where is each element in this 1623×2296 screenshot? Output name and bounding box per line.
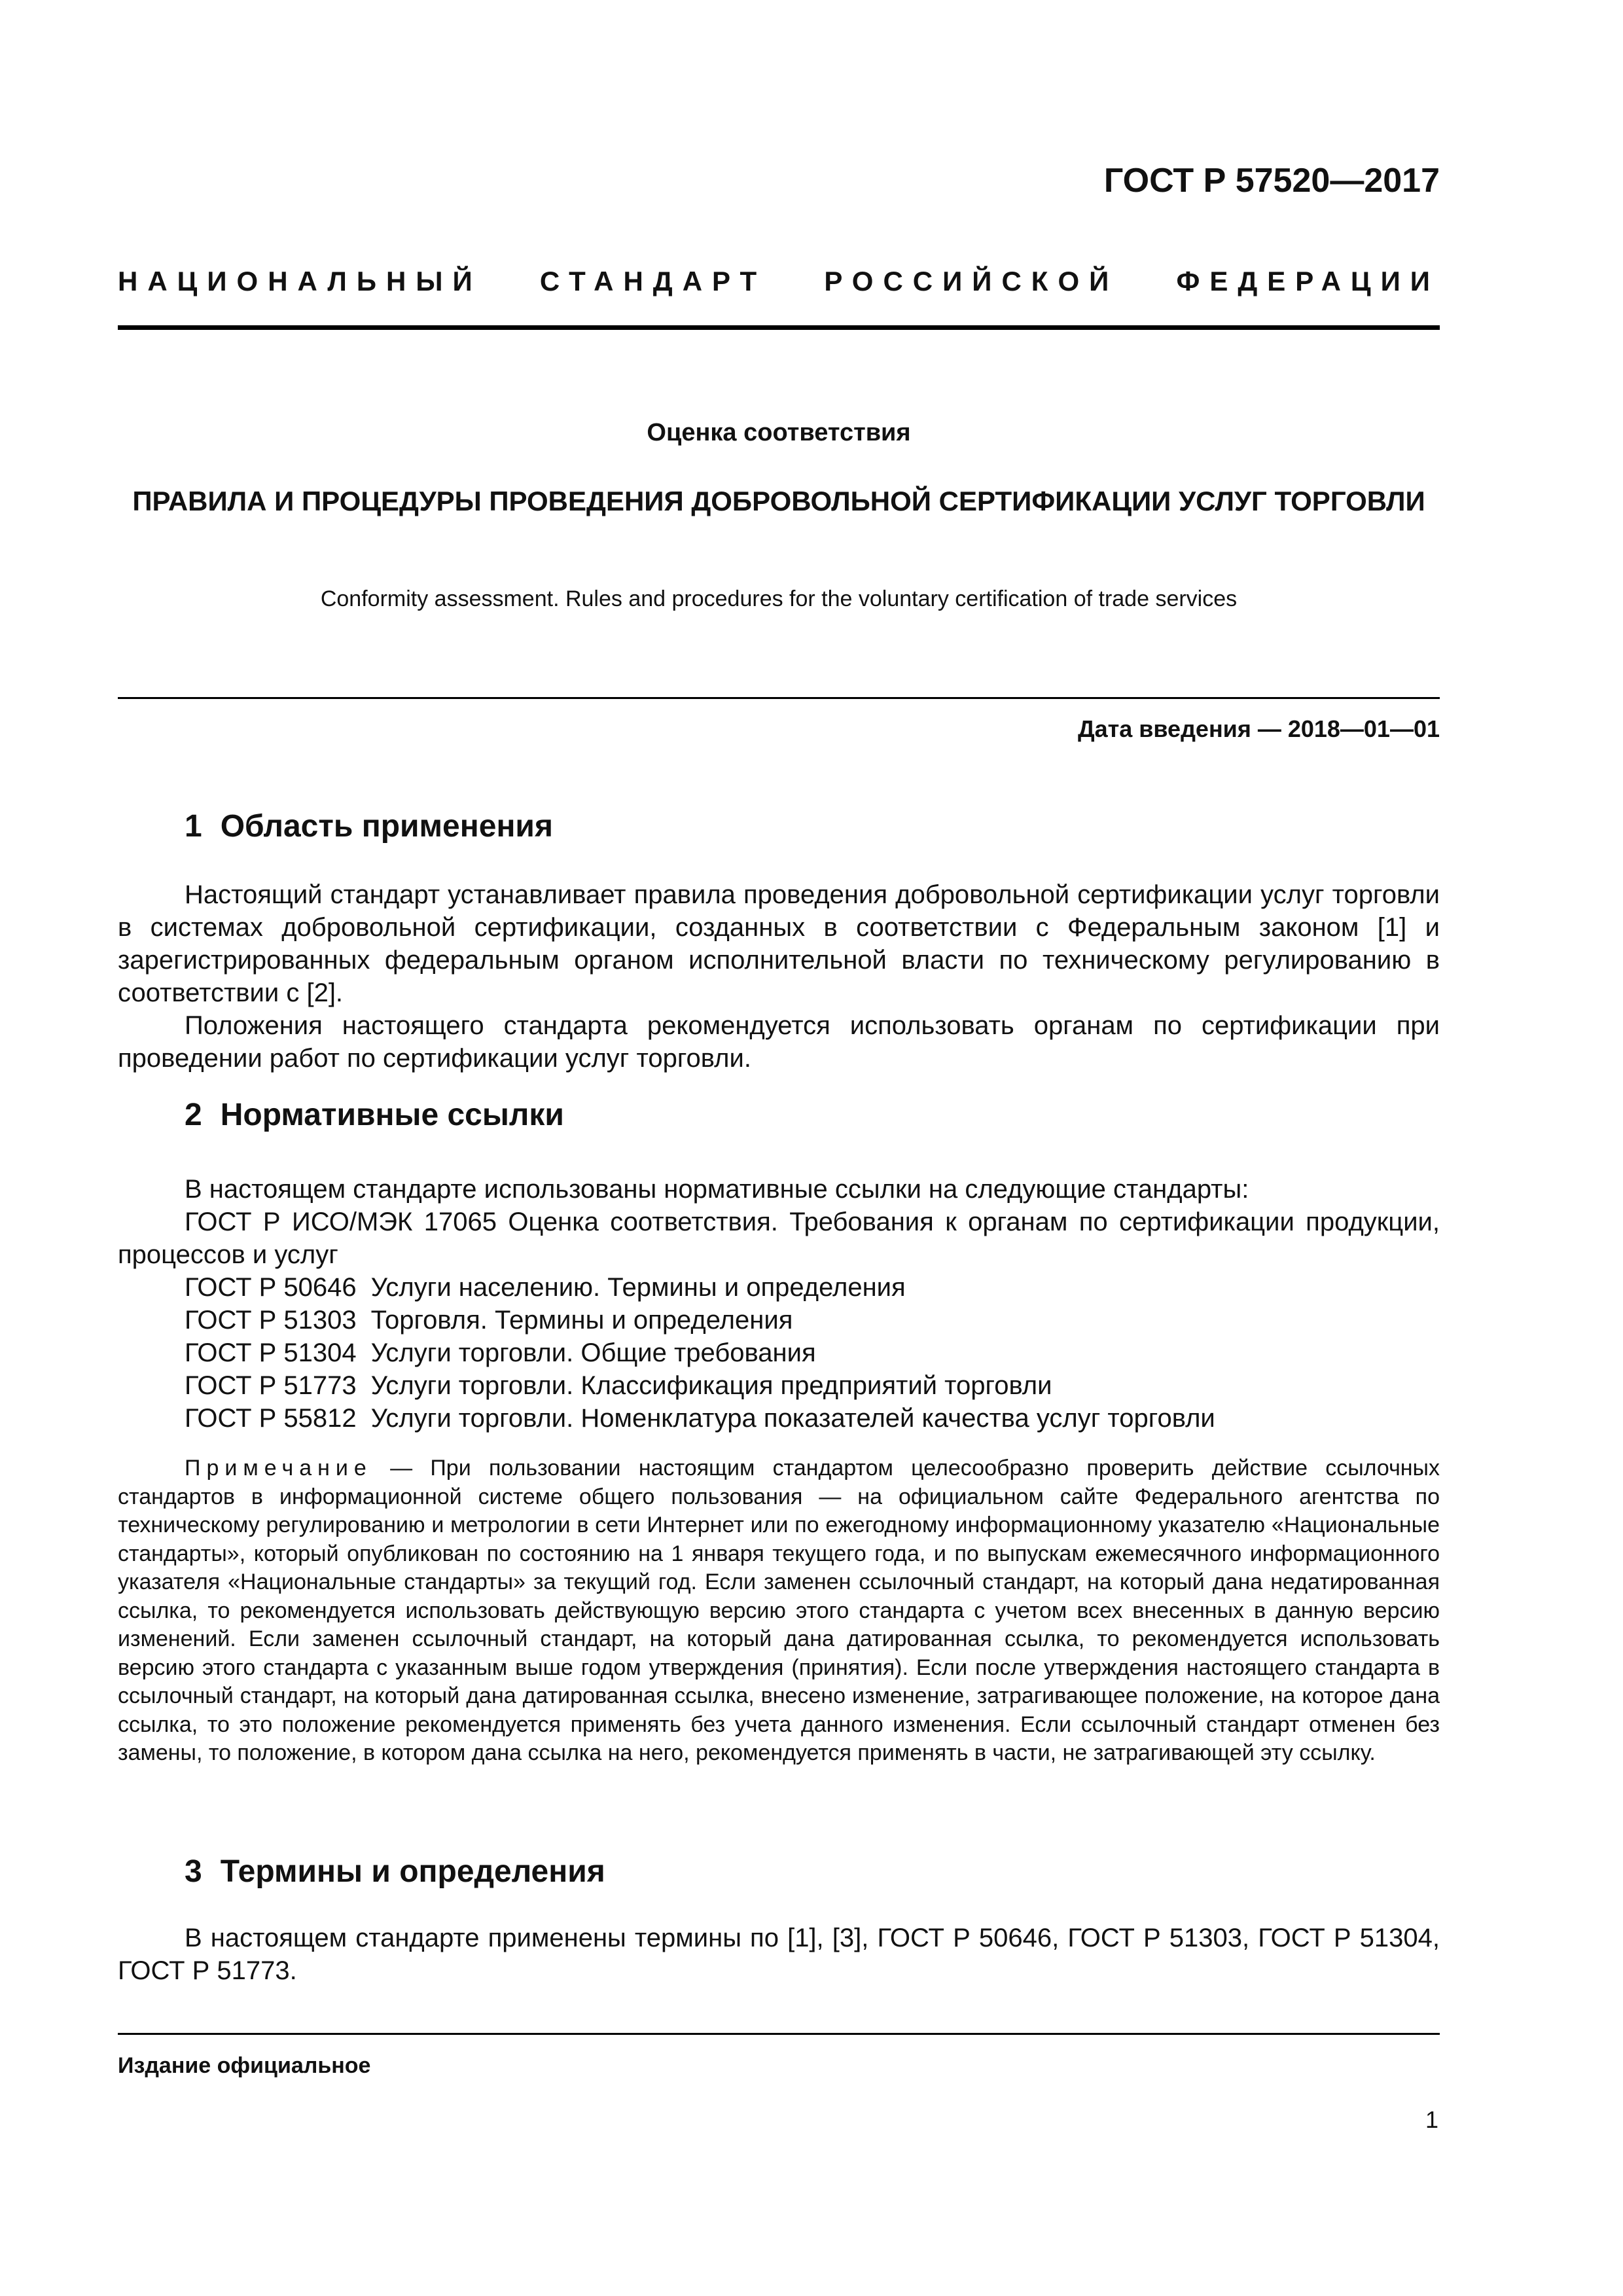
page-number: 1	[1425, 2106, 1438, 2133]
section-3-body	[118, 1922, 1440, 1987]
paragraph: В настоящем стандарте применены термины по [1], [3], ГОСТ Р 50646, ГОСТ Р 51303, ГОСТ Р 51304, ГОСТ Р 51773.	[118, 1924, 1440, 1985]
reference-code: ГОСТ Р 51303	[185, 1306, 357, 1335]
references-note	[118, 1454, 1440, 1768]
reference-item: ГОСТ Р ИСО/МЭК 17065 Оценка соответствия. Требования к органам по сертификации продукции, процессов и услуг	[118, 1208, 1440, 1269]
reference-item	[118, 1402, 1440, 1435]
section-title: Нормативные ссылки	[220, 1098, 564, 1132]
banner-word: НАЦИОНАЛЬНЫЙ	[118, 266, 482, 296]
note-text: — При пользовании настоящим стандартом целесообразно проверить действие ссылочных стандартов в информационной системе общего пользования — на официальном сайте Федерального агентства по техническому регулированию и метрологии в сети Интернет или по ежегодному информационному указателю «Национальные стандарты», который опубликован по состоянию на 1 января текущего года, и по выпускам ежемесячного информационного указателя «Национальные стандарты» за текущий год. Если заменен ссылочный стандарт, на который дана недатированная ссылка, то рекомендуется использовать действующую версию этого стандарта с учетом всех внесенных в данную версию изменений. Если заменен ссылочный стандарт, на который дана датированная ссылка, то рекомендуется использовать версию этого стандарта с указанным выше годом утверждения (принятия). Если после утверждения настоящего стандарта в ссылочный стандарт, на который дана датированная ссылка, внесено изменение, затрагивающее положение, на которое дана ссылка, то это положение рекомендуется применять без учета данного изменения. Если ссылочный стандарт отменен без замены, то положение, в котором дана ссылка на него, рекомендуется применять в части, не затрагивающей эту ссылку.	[118, 1456, 1440, 1765]
footer-rule	[118, 2033, 1440, 2035]
references-intro: В настоящем стандарте использованы нормативные ссылки на следующие стандарты:	[185, 1175, 1249, 1204]
reference-item	[118, 1304, 1440, 1336]
reference-title: Услуги торговли. Номенклатура показателей качества услуг торговли	[370, 1404, 1215, 1433]
document-title: ПРАВИЛА И ПРОЦЕДУРЫ ПРОВЕДЕНИЯ ДОБРОВОЛЬНОЙ СЕРТИФИКАЦИИ УСЛУГ ТОРГОВЛИ	[132, 486, 1425, 516]
reference-title: Услуги торговли. Классификация предприятий торговли	[370, 1371, 1052, 1400]
reference-code: ГОСТ Р 55812	[185, 1404, 357, 1433]
note-label: Примечание	[185, 1456, 372, 1480]
reference-code: ГОСТ Р 51773	[185, 1371, 357, 1400]
official-edition-label: Издание официальное	[118, 2053, 371, 2078]
english-title: Conformity assessment. Rules and procedures for the voluntary certification of trade services	[320, 586, 1238, 611]
section-1-body	[118, 878, 1440, 1075]
section-number: 1	[185, 809, 202, 844]
reference-item	[118, 1271, 1440, 1304]
section-title: Область применения	[220, 809, 553, 844]
section-number: 3	[185, 1854, 202, 1889]
section-2-heading	[185, 1097, 564, 1133]
paragraph: Положения настоящего стандарта рекомендуется использовать органам по сертификации при проведении работ по сертификации услуг торговли.	[118, 1011, 1440, 1073]
document-subtitle: Оценка соответствия	[647, 419, 911, 446]
section-1-heading	[185, 808, 553, 844]
document-code: ГОСТ Р 57520—2017	[1103, 162, 1440, 200]
reference-title: Услуги торговли. Общие требования	[370, 1338, 816, 1367]
title-rule	[118, 697, 1440, 699]
section-number: 2	[185, 1098, 202, 1132]
paragraph: Настоящий стандарт устанавливает правила проведения добровольной сертификации услуг торговли в системах добровольной сертификации, созданных в соответствии с Федеральным законом [1] и зарегистрированных федеральным органом исполнительной власти по техническому регулированию в соответствии с [2].	[118, 880, 1440, 1007]
banner-word: ФЕДЕРАЦИИ	[1176, 266, 1440, 296]
banner-word: РОССИЙСКОЙ	[824, 266, 1119, 296]
section-3-heading	[185, 1854, 605, 1890]
banner-word: СТАНДАРТ	[539, 266, 767, 296]
national-standard-banner	[118, 266, 1440, 297]
reference-title: Торговля. Термины и определения	[370, 1306, 793, 1335]
reference-item	[118, 1336, 1440, 1369]
reference-code: ГОСТ Р 50646	[185, 1273, 357, 1302]
reference-code: ГОСТ Р 51304	[185, 1338, 357, 1367]
reference-title: Услуги населению. Термины и определения	[370, 1273, 906, 1302]
reference-item	[118, 1369, 1440, 1402]
section-title: Термины и определения	[220, 1854, 605, 1889]
normative-references	[118, 1173, 1440, 1435]
header-rule	[118, 325, 1440, 330]
introduction-date: Дата введения — 2018—01—01	[1077, 715, 1440, 742]
